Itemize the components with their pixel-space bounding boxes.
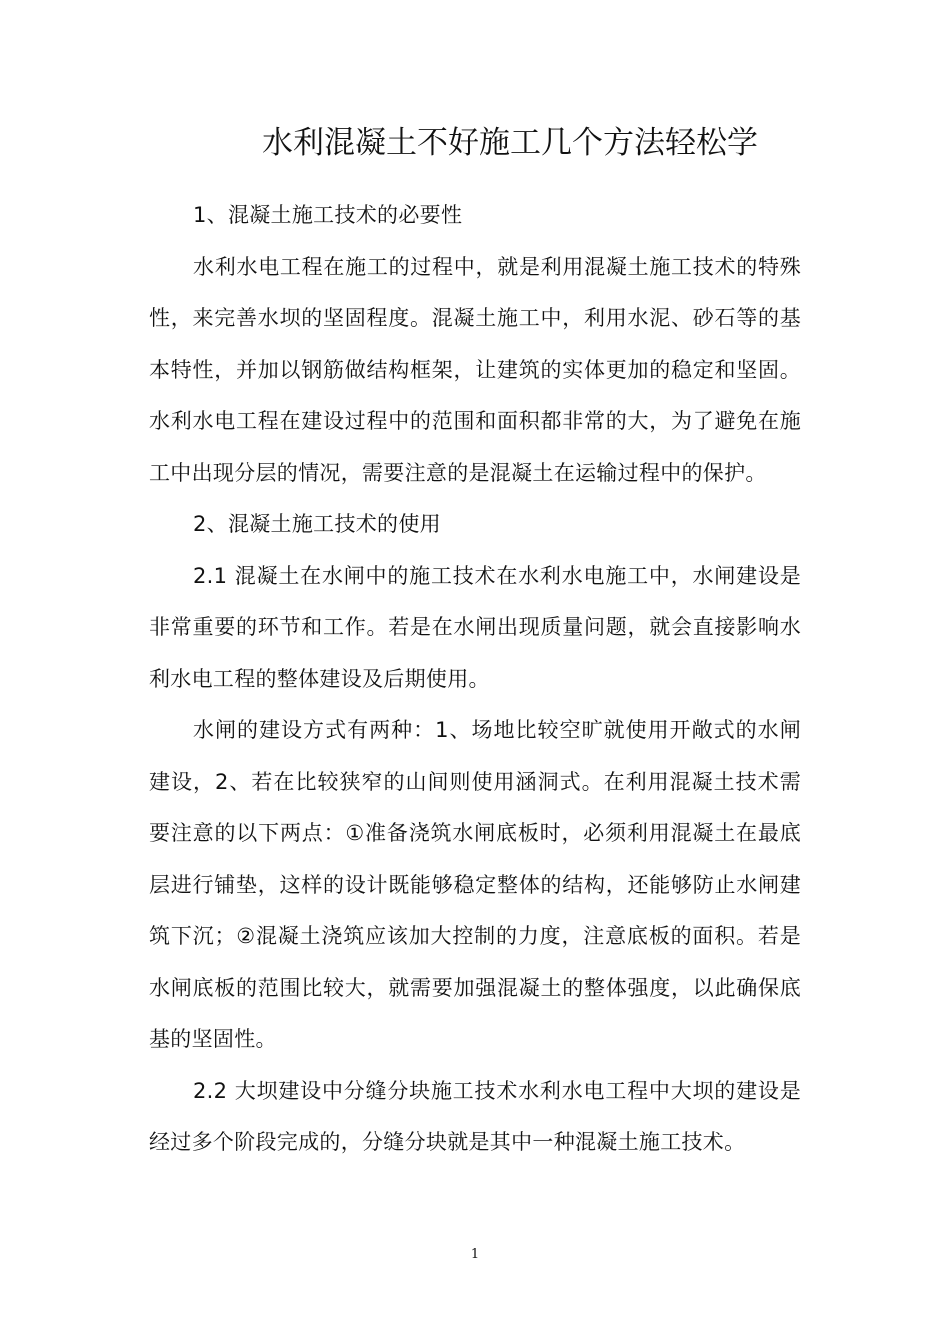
paragraph-dam-joints: 2.2 大坝建设中分缝分块施工技术水利水电工程中大坝的建设是经过多个阶段完成的，分缝分块就是其中一种混凝土施工技术。 (149, 1078, 801, 1154)
paragraph-necessity: 水利水电工程在施工的过程中，就是利用混凝土施工技术的特殊性，来完善水坝的坚固程度。混凝土施工中，利用水泥、砂石等的基本特性，并加以钢筋做结构框架，让建筑的实体更加的稳定和坚固。水利水电工程在建设过程中的范围和面积都非常的大，为了避免在施工中出现分层的情况，需要注意的是混凝土在运输过程中的保护。 (149, 254, 801, 485)
document-body (149, 190, 801, 1169)
section-heading-usage: 2、混凝土施工技术的使用 (193, 512, 441, 536)
paragraph-sluice-technique: 2.1 混凝土在水闸中的施工技术在水利水电施工中，水闸建设是非常重要的环节和工作。若是在水闸出现质量问题，就会直接影响水利水电工程的整体建设及后期使用。 (149, 563, 801, 691)
document-title: 水利混凝土不好施工几个方法轻松学 (262, 125, 758, 161)
page-number: 1 (470, 1247, 480, 1262)
paragraph-sluice-methods: 水闸的建设方式有两种：1、场地比较空旷就使用开敞式的水闸建设，2、若在比较狭窄的山间则使用涵洞式。在利用混凝土技术需要注意的以下两点：①准备浇筑水闸底板时，必须利用混凝土在最底层进行铺垫，这样的设计既能够稳定整体的结构，还能够防止水闸建筑下沉；②混凝土浇筑应该加大控制的力度，注意底板的面积。若是水闸底板的范围比较大，就需要加强混凝土的整体强度，以此确保底基的坚固性。 (149, 718, 801, 1051)
section-heading-necessity: 1、混凝土施工技术的必要性 (193, 203, 463, 227)
